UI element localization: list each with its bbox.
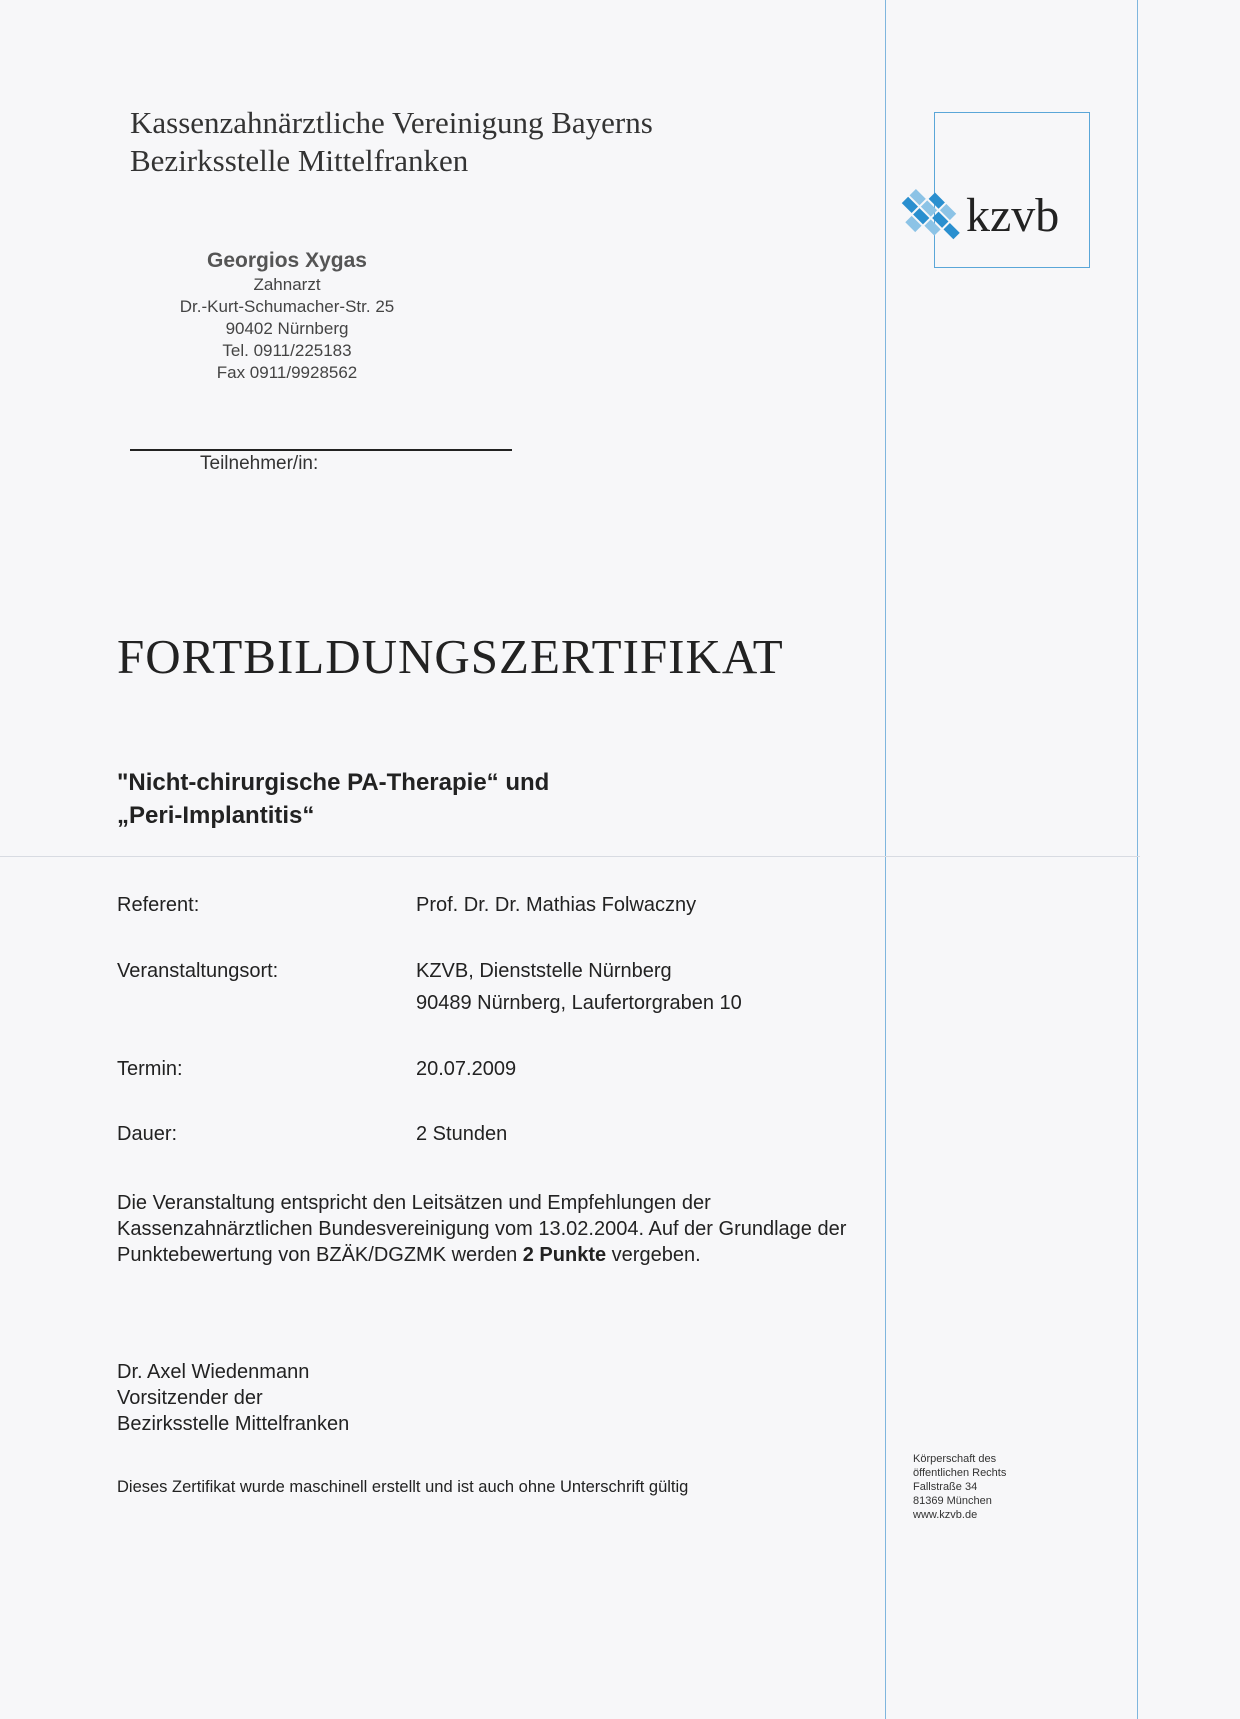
recipient-city: 90402 Nürnberg bbox=[225, 319, 349, 338]
course-title bbox=[117, 766, 549, 832]
recipient-name: Georgios Xygas bbox=[207, 249, 367, 272]
letterhead bbox=[130, 104, 653, 180]
footer-line2: öffentlichen Rechts bbox=[913, 1467, 1007, 1479]
footer-address bbox=[913, 1452, 1006, 1522]
referent-value: Prof. Dr. Dr. Mathias Folwaczny bbox=[416, 894, 697, 916]
certificate-statement bbox=[117, 1190, 857, 1268]
footer-line3: Fallstraße 34 bbox=[913, 1481, 978, 1493]
date-value: 20.07.2009 bbox=[416, 1058, 517, 1080]
course-title-line1: "Nicht-chirurgische PA-Therapie“ und bbox=[117, 769, 550, 796]
recipient-address bbox=[160, 248, 414, 384]
statement-text: Die Veranstaltung entspricht den Leitsätzen und Empfehlungen der Kassenzahnärztlichen Bundesvereinigung vom 13.02.2004. Auf der Grundlage der Punktebewertung von BZÄK/DGZMK werden bbox=[117, 1192, 847, 1266]
margin-line-left bbox=[885, 0, 886, 1719]
footer-website: www.kzvb.de bbox=[913, 1509, 978, 1521]
margin-line-right bbox=[1137, 0, 1138, 1719]
signatory-name: Dr. Axel Wiedenmann bbox=[117, 1361, 310, 1383]
statement-end: vergeben. bbox=[606, 1244, 701, 1266]
footer-line1: Körperschaft des bbox=[913, 1453, 997, 1465]
participant-label: Teilnehmer/in: bbox=[200, 453, 319, 474]
signatory-role2: Bezirksstelle Mittelfranken bbox=[117, 1413, 350, 1435]
signatory-role1: Vorsitzender der bbox=[117, 1387, 263, 1409]
diamond bbox=[943, 223, 959, 239]
referent-label: Referent: bbox=[117, 894, 200, 916]
recipient-street: Dr.-Kurt-Schumacher-Str. 25 bbox=[179, 297, 395, 316]
duration-value: 2 Stunden bbox=[416, 1123, 508, 1145]
location-line2: 90489 Nürnberg, Laufertorgraben 10 bbox=[416, 992, 742, 1014]
location-line1: KZVB, Dienststelle Nürnberg bbox=[416, 960, 672, 982]
recipient-tel: Tel. 0911/225183 bbox=[222, 341, 352, 360]
signatory bbox=[117, 1359, 349, 1437]
disclaimer: Dieses Zertifikat wurde maschinell erstellt und ist auch ohne Unterschrift gültig bbox=[117, 1478, 689, 1496]
footer-line4: 81369 München bbox=[913, 1495, 992, 1507]
kzvb-logo-text: kzvb bbox=[966, 189, 1060, 242]
certificate-title: FORTBILDUNGSZERTIFIKAT bbox=[117, 629, 784, 684]
fold-line bbox=[0, 856, 1140, 857]
duration-label: Dauer: bbox=[117, 1123, 178, 1145]
date-label: Termin: bbox=[117, 1058, 183, 1080]
points-value: 2 Punkte bbox=[522, 1244, 607, 1266]
participant-line bbox=[130, 449, 512, 451]
location-label: Veranstaltungsort: bbox=[117, 960, 279, 982]
recipient-profession: Zahnarzt bbox=[253, 275, 321, 294]
course-title-line2: „Peri-Implantitis“ bbox=[117, 802, 315, 829]
recipient-fax: Fax 0911/9928562 bbox=[216, 363, 358, 382]
kzvb-diamond-icon bbox=[900, 178, 970, 258]
letterhead-line1: Kassenzahnärztliche Vereinigung Bayerns bbox=[130, 105, 653, 140]
letterhead-line2: Bezirksstelle Mittelfranken bbox=[130, 143, 469, 178]
